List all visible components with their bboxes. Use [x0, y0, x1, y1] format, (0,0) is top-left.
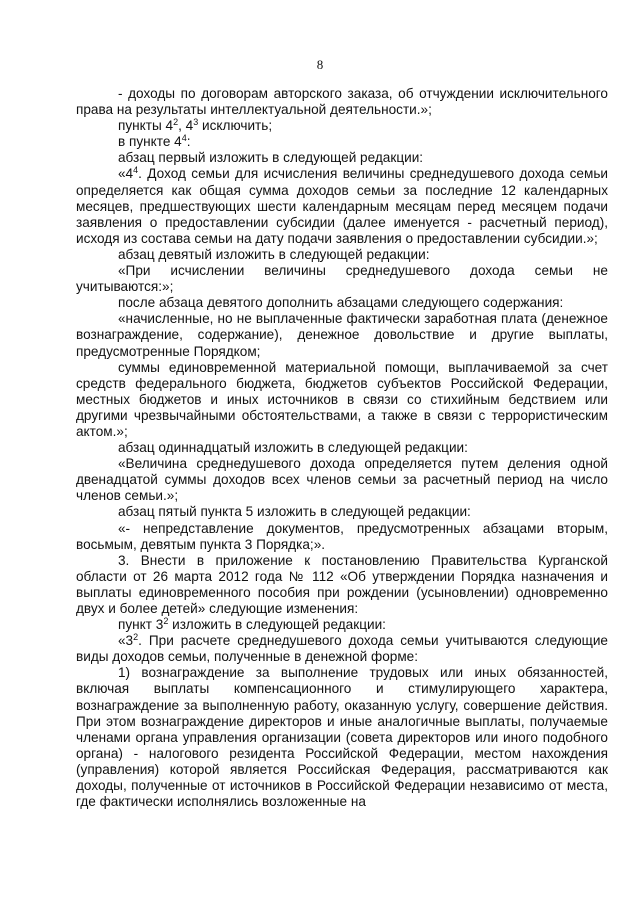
paragraph: [76, 166, 608, 246]
paragraph: [76, 633, 608, 665]
text-segment: абзац пятый пункта 5 изложить в следующей редакции:: [118, 504, 471, 520]
text-segment: изложить в следующей редакции:: [168, 617, 386, 633]
paragraph: [76, 504, 608, 520]
text-segment: , 4: [178, 118, 194, 134]
text-segment: «3: [118, 633, 134, 649]
paragraph: [76, 86, 608, 118]
superscript: 4: [133, 165, 139, 176]
document-body: [76, 86, 608, 810]
page-number: 8: [316, 57, 324, 72]
text-segment: суммы единовременной материальной помощи, выплачиваемой за счет средств федерального бюджета, бюджетов субъектов Российской Федерации, местных бюджетов и иных источников в связи со стихийным бедствием или другими чрезвычайными обстоятельствами, а также в связи с террористическим актом.»;: [76, 359, 608, 439]
paragraph: [76, 118, 608, 134]
paragraph: [76, 134, 608, 150]
superscript: 2: [163, 616, 169, 627]
paragraph: [76, 150, 608, 166]
paragraph: [76, 311, 608, 359]
paragraph: [76, 665, 608, 810]
text-segment: 1) вознаграждение за выполнение трудовых или иных обязанностей, включая выплаты компенсационного и стимулирующего характера, вознаграждение за выполненную работу, оказанную услугу, совершение действия. При этом вознаграждение директоров и иные аналогичные выплаты, получаемые членами органа управления организации (совета директоров или иного подобного органа) - налогового резидента Российской Федерации, местом нахождения (управления) которой является Российская Федерация, рассматриваются как доходы, полученные от источников в Российской Федерации независимо от места, где фактически исполнялись возложенные на: [76, 665, 608, 810]
text-segment: «Величина среднедушевого дохода определяется путем деления одной двенадцатой суммы доходов всех членов семьи за расчетный период на число членов семьи.»;: [76, 456, 608, 504]
text-segment: пункт 3: [118, 617, 164, 633]
paragraph: [76, 617, 608, 633]
superscript: 3: [193, 117, 199, 128]
text-segment: абзац одиннадцатый изложить в следующей редакции:: [118, 440, 468, 456]
paragraph: [76, 295, 608, 311]
text-segment: «При исчислении величины среднедушевого дохода семьи не учитываются:»;: [76, 263, 608, 295]
paragraph: [76, 553, 608, 617]
superscript: 4: [181, 133, 187, 144]
text-segment: . При расчете среднедушевого дохода семьи учитываются следующие виды доходов семьи, полученные в денежной форме:: [76, 633, 608, 665]
paragraph: [76, 440, 608, 456]
text-segment: в пункте 4: [118, 134, 182, 150]
text-segment: . Доход семьи для исчисления величины среднедушевого дохода семьи определяется как общая сумма доходов семьи за последние 12 календарных месяцев, предшествующих шести календарным месяцам перед месяцем подачи заявления о предоставлении субсидии (далее именуется - расчетный период), исходя из состава семьи на дату подачи заявления о предоставлении субсидии.»;: [76, 166, 608, 246]
paragraph: [76, 360, 608, 440]
text-segment: абзац девятый изложить в следующей редакции:: [118, 246, 430, 262]
text-segment: абзац первый изложить в следующей редакции:: [118, 150, 424, 166]
text-segment: «4: [118, 166, 134, 182]
text-segment: пункты 4: [118, 118, 174, 134]
text-segment: - доходы по договорам авторского заказа, об отчуждении исключительного права на результаты интеллектуальной деятельности.»;: [76, 86, 608, 118]
text-segment: :: [186, 134, 191, 150]
paragraph: [76, 456, 608, 504]
text-segment: «- непредставление документов, предусмотренных абзацами вторым, восьмым, девятым пункта 3 Порядка;».: [76, 520, 608, 552]
text-segment: 3. Внести в приложение к постановлению Правительства Курганской области от 26 марта 2012 года № 112 «Об утверждении Порядка назначения и выплаты единовременного пособия при рождении (усыновлении) одновременно двух и более детей» следующие изменения:: [76, 552, 608, 616]
paragraph: [76, 521, 608, 553]
text-segment: после абзаца девятого дополнить абзацами следующего содержания:: [118, 295, 564, 311]
paragraph: [76, 247, 608, 263]
paragraph: [76, 263, 608, 295]
superscript: 2: [173, 117, 179, 128]
text-segment: «начисленные, но не выплаченные фактически заработная плата (денежное вознаграждение, содержание), денежное довольствие и другие выплаты, предусмотренные Порядком;: [76, 311, 608, 359]
text-segment: исключить;: [198, 118, 273, 134]
superscript: 2: [133, 632, 139, 643]
